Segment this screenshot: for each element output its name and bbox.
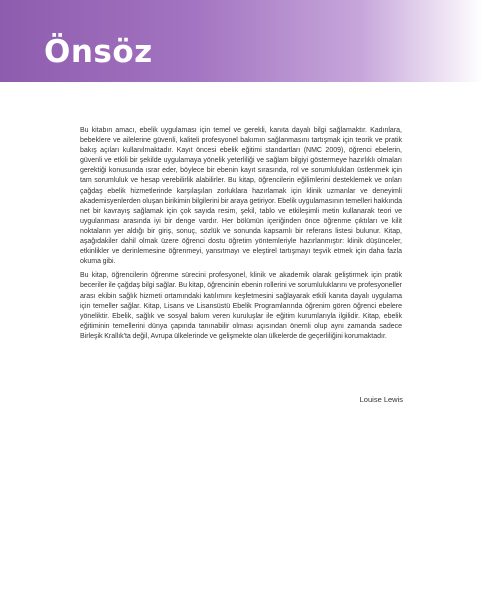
author-signature: Louise Lewis <box>359 395 403 404</box>
page-title: Önsöz <box>44 34 153 70</box>
paragraph: Bu kitap, öğrencilerin öğrenme sürecini profesyonel, klinik ve akademik olarak geliştirmek için pratik beceriler ile çağdaş bilgi sağlar. Bu kitap, öğrencinin ebenin rollerini ve sorumluluklarını ve profesyoneller arası ekibin sağlık hizmeti ortamındaki katılımını keşfetmesini sağlayarak etkili kanıta dayalı uygulama için temeller sağlar. Kitap, Lisans ve Lisansüstü Ebelik Programlarında öğrenim gören öğrenci ebelere yöneliktir. Ebelik, sağlık ve sosyal bakım veren kuruluşlar ile eğitim kurumlarıyla ilgilidir. Kitap, ebelik eğitiminin temellerini dünya çapında tanınabilir olması açısından önemli olup aynı zamanda sadece Birleşik Krallık'ta değil, Avrupa ülkelerinde ve gelişmekte olan ülkelerde de geçerliliğini korumaktadır. <box>80 272 402 340</box>
preface-body <box>80 126 402 342</box>
paragraph: Bu kitabın amacı, ebelik uygulaması için temel ve gerekli, kanıta dayalı bilgi sağlamaktır. Kadınlara, bebeklere ve ailelerine güvenli, kaliteli profesyonel bakımın sağlanmasını tartışmak için teorik ve pratik bakış açıları kullanılmaktadır. Kayıt öncesi ebelik eğitimi standartları (NMC 2009), öğrenci ebelerin, güvenli ve etkili bir şekilde uygulamaya yönelik yeterliliği ve sağlam bilgiyi göstermeye hazırlıklı olmaları gerektiği konusunda ısrar eder, böylece bir ebenin kayıt sırasında, rol ve sorumlulukları üstlenmek için tam sorumluluk ve hesap verebilirlik alabilirler. Bu kitap, öğrencilerin eğilimlerini desteklemek ve onları çağdaş ebelik hizmetlerinde karşılaşılan zorluklara hazırlamak için klinik uzmanlar ve deneyimli akademisyenlerden oluşan birikimin bilgilerini bir araya getiriyor. Ebelik uygulamasının temelleri hakkında net bir kavrayış sağlamak için çok sayıda resim, şekil, tablo ve etkileşimli metin kullanarak teori ve uygulanması arasında iyi bir denge vardır. Her bölümün içeriğinden önce öğrenme çıktıları ve kilit noktaların yer aldığı bir giriş, sonuç, sözlük ve sonunda kapsamlı bir referans listesi bulunur. Kitap, aşağıdakiler dahil olmak üzere öğrenci dostu öğretim yöntemleriyle hazırlanmıştır: klinik düşünceler, etkinlikler ve derinlemesine öğrenmeyi, yansıtmayı ve eleştirel tartışmayı teşvik etmek için daha fazla okuma gibi. <box>80 127 402 266</box>
